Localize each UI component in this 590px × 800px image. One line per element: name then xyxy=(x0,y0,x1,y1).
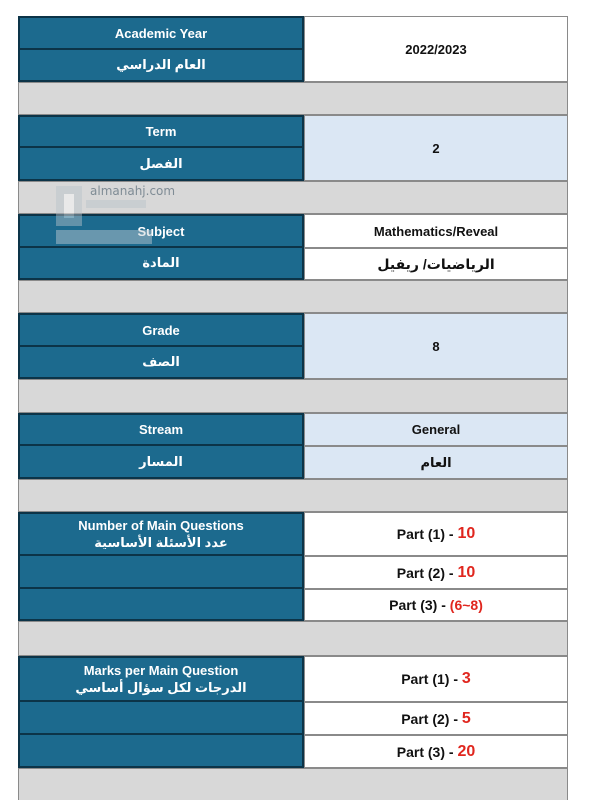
subject-value-en: Mathematics/Reveal xyxy=(304,214,568,248)
main-questions-part-1 xyxy=(304,512,568,556)
part-value: 5 xyxy=(461,709,471,727)
separator-row xyxy=(18,82,568,115)
main-questions-label-ar: عدد الأسئلة الأساسية xyxy=(94,535,228,550)
stream-label-en: Stream xyxy=(18,413,304,446)
main-questions-label xyxy=(18,512,304,556)
stream-label-ar: المسار xyxy=(18,446,304,479)
main-questions-part-3 xyxy=(304,589,568,621)
stream-value-ar: العام xyxy=(304,446,568,479)
separator-row xyxy=(18,621,568,656)
marks-part-3 xyxy=(304,735,568,768)
marks-per-question-label-en: Marks per Main Question xyxy=(83,663,239,678)
stream-value-en: General xyxy=(304,413,568,446)
marks-per-question-label-ar: الدرجات لكل سؤال أساسي xyxy=(75,680,247,695)
marks-part-2 xyxy=(304,702,568,735)
part-label: Part (2) - xyxy=(401,710,462,727)
marks-per-question-label-blank xyxy=(18,735,304,768)
main-questions-label-blank xyxy=(18,556,304,589)
separator-row xyxy=(18,280,568,313)
academic-year-value: 2022/2023 xyxy=(304,16,568,82)
part-value: 10 xyxy=(457,525,476,542)
grade-label-ar: الصف xyxy=(18,347,304,379)
separator-row xyxy=(18,768,568,800)
part-label: Part (1) - xyxy=(396,526,458,542)
main-questions-part-2 xyxy=(304,556,568,589)
main-questions-label-en: Number of Main Questions xyxy=(78,518,244,533)
academic-year-label-en: Academic Year xyxy=(18,16,304,50)
part-value: 20 xyxy=(457,742,476,760)
part-value: 3 xyxy=(461,670,471,687)
marks-per-question-label xyxy=(18,656,304,702)
watermark-text: almanahj.com xyxy=(90,184,176,198)
term-label-ar: الفصل xyxy=(18,148,304,181)
main-questions-label-blank xyxy=(18,589,304,621)
part-label: Part (2) - xyxy=(396,564,458,581)
separator-row xyxy=(18,379,568,413)
marks-part-1 xyxy=(304,656,568,702)
term-label-en: Term xyxy=(18,115,304,148)
part-label: Part (3) - xyxy=(396,743,458,760)
subject-label-en: Subject xyxy=(18,214,304,248)
subject-value-ar: الرياضيات/ ريفيل xyxy=(304,248,568,280)
part-label: Part (1) - xyxy=(401,671,462,687)
academic-year-label-ar: العام الدراسي xyxy=(18,50,304,82)
grade-value: 8 xyxy=(304,313,568,379)
subject-label-ar: المادة xyxy=(18,248,304,280)
separator-row xyxy=(18,479,568,512)
marks-per-question-label-blank xyxy=(18,702,304,735)
part-value: 10 xyxy=(457,563,476,581)
term-value: 2 xyxy=(304,115,568,181)
grade-label-en: Grade xyxy=(18,313,304,347)
part-label: Part (3) - xyxy=(389,597,450,613)
part-value: (6~8) xyxy=(449,597,483,613)
